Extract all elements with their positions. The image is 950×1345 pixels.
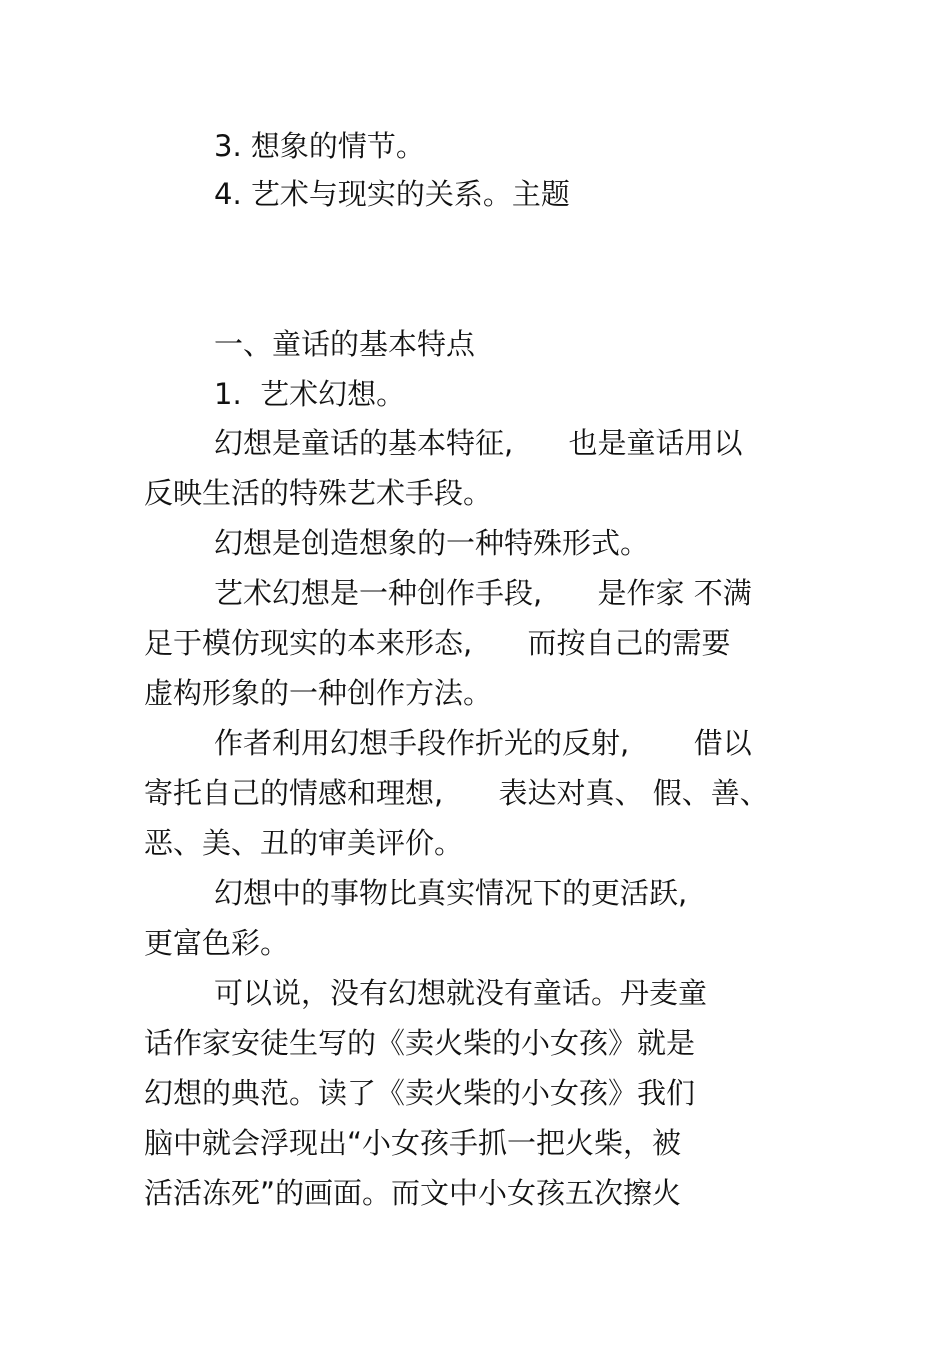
paragraph-line: 反映生活的特殊艺术手段。	[144, 476, 493, 510]
paragraph-line: 话作家安徒生写的《卖火柴的小女孩》就是	[144, 1026, 696, 1060]
paragraph-line: 幻想是创造想象的一种特殊形式。	[214, 526, 650, 560]
paragraph-line: 幻想中的事物比真实情况下的更活跃,	[214, 876, 688, 910]
paragraph-line: 更富色彩。	[144, 926, 290, 960]
paragraph-line: 活活冻死”的画面。而文中小女孩五次擦火	[144, 1176, 682, 1210]
paragraph-line: 可以说，没有幻想就没有童话。丹麦童	[214, 976, 708, 1010]
paragraph-line: 幻想是童话的基本特征, 也是童话用以	[214, 426, 743, 460]
paragraph-line: 恶、美、丑的审美评价。	[144, 826, 464, 860]
subsection-heading: 1. 艺术幻想。	[214, 377, 406, 411]
paragraph-line: 寄托自己的情感和理想, 表达对真、 假、善、	[144, 776, 769, 810]
paragraph-line: 虚构形象的一种创作方法。	[144, 676, 493, 710]
list-item-3: 3. 想象的情节。	[214, 129, 425, 163]
paragraph-line: 艺术幻想是一种创作手段, 是作家 不满	[214, 576, 752, 610]
paragraph-line: 脑中就会浮现出“小女孩手抓一把火柴，被	[144, 1126, 682, 1160]
paragraph-line: 足于模仿现实的本来形态, 而按自己的需要	[144, 626, 731, 660]
section-heading: 一、童话的基本特点	[214, 327, 476, 361]
paragraph-line: 幻想的典范。读了《卖火柴的小女孩》我们	[144, 1076, 696, 1110]
list-item-4: 4. 艺术与现实的关系。主题	[214, 177, 570, 211]
paragraph-line: 作者利用幻想手段作折光的反射, 借以	[214, 726, 752, 760]
